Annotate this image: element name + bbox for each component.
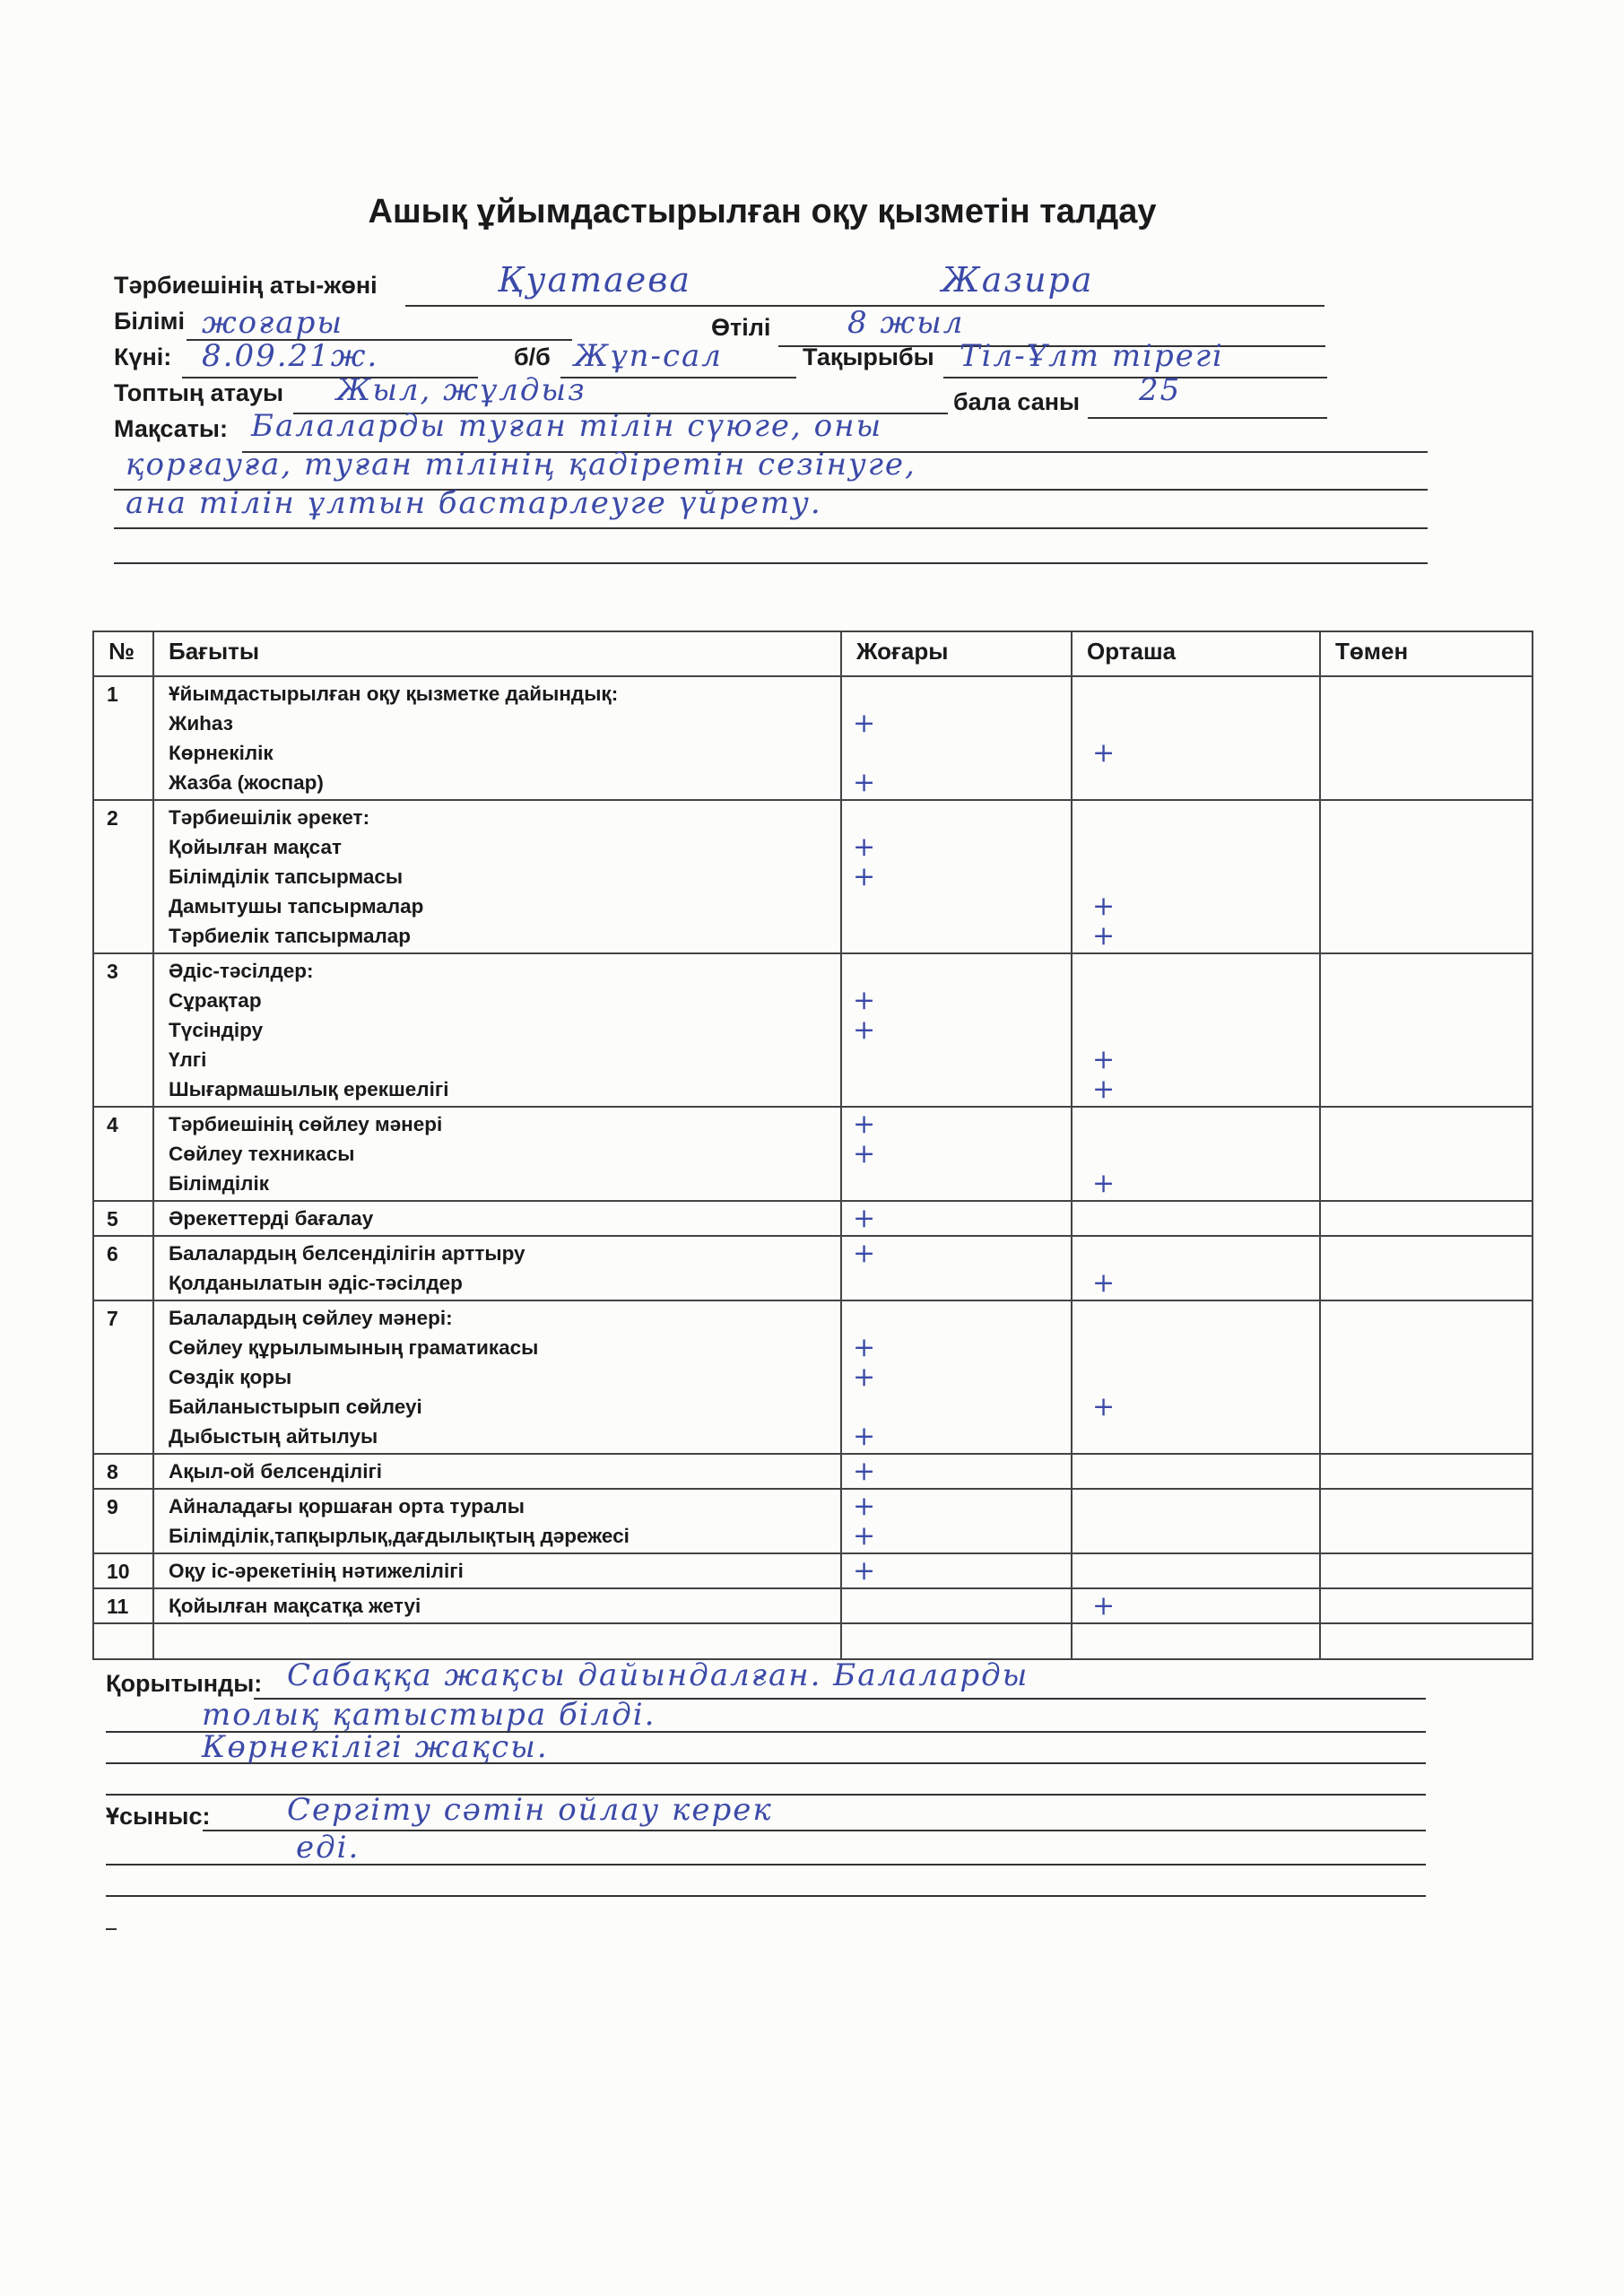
check-mark <box>842 1169 1071 1198</box>
check-mark <box>842 921 1071 951</box>
high-marks-cell <box>841 1300 1072 1454</box>
check-mark: + <box>1092 891 1116 922</box>
row-number: 4 <box>93 1107 153 1201</box>
check-mark <box>1073 1139 1319 1169</box>
check-mark: + <box>1092 1590 1116 1622</box>
topic-value: Тіл-Ұлт тірегі <box>960 338 1224 374</box>
criterion-item: Балалардың белсенділігін арттыру <box>169 1242 525 1265</box>
check-mark: + <box>1092 1074 1116 1105</box>
low-marks-cell <box>1320 1588 1533 1623</box>
row-criteria <box>153 1107 841 1201</box>
check-mark: + <box>853 1238 876 1269</box>
row-number: 5 <box>93 1201 153 1236</box>
proposal-line-3 <box>106 1895 1426 1897</box>
goal-text-2: қорғауға, туған тілінің қадіретін сезінуге, <box>126 447 916 483</box>
medium-marks-cell <box>1072 1236 1320 1300</box>
check-mark: + <box>853 861 876 892</box>
row-number: 9 <box>93 1489 153 1553</box>
criterion-item: Жазба (жоспар) <box>169 771 324 794</box>
row-criteria <box>153 1489 841 1553</box>
education-value: жоғары <box>202 305 344 341</box>
proposal-text-2: еді. <box>296 1830 360 1866</box>
table-row <box>93 1489 1533 1553</box>
page-title: Ашық ұйымдастырылған оқу қызметін талдау <box>368 193 1157 230</box>
criterion-item: Айналадағы қоршаған орта туралы <box>169 1495 525 1518</box>
children-label: бала саны <box>953 388 1081 415</box>
low-marks-cell <box>1320 800 1533 953</box>
low-marks-cell <box>1320 1201 1533 1236</box>
criterion-item: Жиһаз <box>169 712 233 735</box>
table-row <box>93 1201 1533 1236</box>
check-mark <box>1073 986 1319 1015</box>
criterion-item: Байланыстырып сөйлеуі <box>169 1396 422 1418</box>
high-marks-cell <box>841 953 1072 1107</box>
date-value: 8.09.21ж. <box>202 338 379 374</box>
conclusion-text-3: Көрнекілігі жақсы. <box>202 1729 549 1765</box>
header-medium: Орташа <box>1072 631 1320 676</box>
topic-label: Тақырыбы <box>803 344 934 370</box>
group-value: Жыл, жұлдыз <box>336 372 586 408</box>
high-marks-cell <box>841 1236 1072 1300</box>
check-mark: + <box>853 1520 876 1552</box>
row-criteria <box>153 1588 841 1623</box>
medium-marks-cell <box>1072 800 1320 953</box>
check-mark <box>1073 1109 1319 1139</box>
check-mark <box>1073 1239 1319 1268</box>
check-mark: + <box>853 1014 876 1046</box>
high-marks-cell <box>841 1489 1072 1553</box>
low-marks-cell <box>1320 676 1533 800</box>
table-row <box>93 1588 1533 1623</box>
header-direction: Бағыты <box>153 631 841 676</box>
check-mark <box>842 1392 1071 1422</box>
row-number: 2 <box>93 800 153 953</box>
experience-label: Өтілі <box>711 314 771 341</box>
row-criteria <box>153 1553 841 1588</box>
teacher-value-surname: Қуатаева <box>498 260 692 300</box>
empty-row <box>93 1623 1533 1659</box>
check-mark <box>842 1045 1071 1074</box>
check-mark <box>842 738 1071 768</box>
criterion-item: Шығармашылық ерекшелігі <box>169 1078 449 1100</box>
row-criteria <box>153 1300 841 1454</box>
check-mark <box>1073 709 1319 738</box>
criterion-item: Дамытушы тапсырмалар <box>169 895 424 918</box>
check-mark <box>1073 862 1319 891</box>
proposal-text-1: Сергіту сәтін ойлау керек <box>287 1792 773 1828</box>
check-mark: + <box>1092 1044 1116 1075</box>
teacher-value-name: Жазира <box>942 260 1094 300</box>
row-number: 6 <box>93 1236 153 1300</box>
check-mark: + <box>853 1456 876 1487</box>
empty-cell <box>1072 1623 1320 1659</box>
conclusion-text-1: Сабаққа жақсы дайындалған. Балаларды <box>287 1657 1029 1693</box>
check-mark <box>842 1303 1071 1333</box>
check-mark <box>842 679 1071 709</box>
check-mark <box>1073 1457 1319 1486</box>
criterion-item: Дыбыстың айтылуы <box>169 1425 378 1448</box>
proposal-line-1 <box>203 1830 1426 1831</box>
criterion-item: Білімділік <box>169 1172 269 1195</box>
check-mark <box>1073 679 1319 709</box>
row-number: 8 <box>93 1454 153 1489</box>
empty-cell <box>1320 1623 1533 1659</box>
empty-cell <box>153 1623 841 1659</box>
header-high: Жоғары <box>841 631 1072 676</box>
check-mark <box>1073 1303 1319 1333</box>
check-mark <box>1073 832 1319 862</box>
medium-marks-cell <box>1072 676 1320 800</box>
table-row <box>93 1553 1533 1588</box>
criterion-item: Көрнекілік <box>169 742 274 764</box>
criterion-item: Сұрақтар <box>169 989 262 1012</box>
goal-text-3: ана тілін ұлтын бастарлеуге үйрету. <box>126 485 822 521</box>
children-value: 25 <box>1139 372 1182 408</box>
row-number: 10 <box>93 1553 153 1588</box>
check-mark: + <box>1092 1391 1116 1422</box>
check-mark <box>1073 1521 1319 1551</box>
dash-mark <box>106 1928 117 1930</box>
medium-marks-cell <box>1072 1489 1320 1553</box>
check-mark <box>1073 1333 1319 1362</box>
criterion-item: Ақыл-ой белсенділігі <box>169 1460 383 1483</box>
empty-cell <box>841 1623 1072 1659</box>
high-marks-cell <box>841 800 1072 953</box>
medium-marks-cell <box>1072 1588 1320 1623</box>
check-mark <box>1073 1204 1319 1233</box>
row-number: 7 <box>93 1300 153 1454</box>
medium-marks-cell <box>1072 953 1320 1107</box>
check-mark: + <box>1092 920 1116 952</box>
check-mark: + <box>853 767 876 798</box>
check-mark <box>1073 1015 1319 1045</box>
row-criteria <box>153 800 841 953</box>
goal-line-3 <box>114 527 1428 529</box>
low-marks-cell <box>1320 1553 1533 1588</box>
low-marks-cell <box>1320 1454 1533 1489</box>
goal-text-1: Балаларды туған тілін сүюге, оны <box>251 408 883 444</box>
check-mark: + <box>1092 737 1116 769</box>
goal-line-4 <box>114 562 1428 564</box>
check-mark <box>1073 1422 1319 1451</box>
check-mark: + <box>853 708 876 739</box>
check-mark: + <box>853 1421 876 1452</box>
high-marks-cell <box>841 1588 1072 1623</box>
row-number: 1 <box>93 676 153 800</box>
check-mark <box>1073 1492 1319 1521</box>
check-mark: + <box>853 1109 876 1140</box>
table-row <box>93 800 1533 953</box>
criterion-item: Білімділік,тапқырлық,дағдылықтың дәрежесі <box>169 1525 630 1547</box>
criterion-item: Әрекеттерді бағалау <box>169 1207 374 1230</box>
check-mark <box>842 956 1071 986</box>
header-num: № <box>93 631 153 676</box>
medium-marks-cell <box>1072 1300 1320 1454</box>
goal-label: Мақсаты: <box>114 415 228 442</box>
conclusion-label: Қорытынды: <box>106 1670 263 1697</box>
row-criteria <box>153 953 841 1107</box>
criterion-item: Балалардың сөйлеу мәнері: <box>169 1307 453 1329</box>
low-marks-cell <box>1320 1107 1533 1201</box>
criterion-item: Түсіндіру <box>169 1019 264 1041</box>
medium-marks-cell <box>1072 1553 1320 1588</box>
table-row <box>93 1107 1533 1201</box>
criterion-item: Ұйымдастырылған оқу қызметке дайындық: <box>169 683 619 705</box>
header-low: Төмен <box>1320 631 1533 676</box>
check-mark: + <box>853 1361 876 1393</box>
criterion-item: Қолданылатын әдіс-тәсілдер <box>169 1272 463 1294</box>
criterion-item: Тәрбиелік тапсырмалар <box>169 925 412 947</box>
row-number: 3 <box>93 953 153 1107</box>
education-label: Білімі <box>114 308 186 335</box>
check-mark: + <box>853 1138 876 1170</box>
check-mark <box>842 1268 1071 1298</box>
high-marks-cell <box>841 1454 1072 1489</box>
check-mark: + <box>853 1491 876 1522</box>
medium-marks-cell <box>1072 1107 1320 1201</box>
low-marks-cell <box>1320 1300 1533 1454</box>
high-marks-cell <box>841 1201 1072 1236</box>
area-label: б/б <box>514 344 551 370</box>
row-criteria <box>153 1201 841 1236</box>
criterion-item: Тәрбиешілік әрекет: <box>169 806 370 829</box>
experience-value: 8 жыл <box>847 305 965 341</box>
criterion-item: Тәрбиешінің сөйлеу мәнері <box>169 1113 443 1135</box>
check-mark: + <box>853 831 876 863</box>
high-marks-cell <box>841 1107 1072 1201</box>
check-mark <box>1073 1556 1319 1586</box>
table-row <box>93 1454 1533 1489</box>
table-row <box>93 1236 1533 1300</box>
check-mark <box>842 1591 1071 1621</box>
low-marks-cell <box>1320 1489 1533 1553</box>
check-mark: + <box>853 1203 876 1234</box>
area-value: Жұп-сал <box>574 338 723 374</box>
check-mark <box>1073 1362 1319 1392</box>
high-marks-cell <box>841 1553 1072 1588</box>
check-mark <box>842 803 1071 832</box>
date-label: Күні: <box>114 344 172 370</box>
group-label: Топтың атауы <box>114 379 284 406</box>
check-mark <box>1073 768 1319 797</box>
check-mark <box>842 891 1071 921</box>
criterion-item: Оқу іс-әрекетінің нәтижелілігі <box>169 1560 464 1582</box>
criterion-item: Сөйлеу құрылымының граматикасы <box>169 1336 539 1359</box>
evaluation-table <box>92 631 1533 1660</box>
check-mark <box>1073 956 1319 986</box>
criterion-item: Сөздік қоры <box>169 1366 292 1388</box>
area-line <box>560 377 796 378</box>
table-row <box>93 953 1533 1107</box>
check-mark: + <box>853 985 876 1016</box>
empty-cell <box>93 1623 153 1659</box>
criterion-item: Білімділік тапсырмасы <box>169 865 404 888</box>
low-marks-cell <box>1320 953 1533 1107</box>
check-mark: + <box>853 1555 876 1587</box>
check-mark: + <box>1092 1267 1116 1299</box>
check-mark: + <box>853 1332 876 1363</box>
check-mark <box>1073 803 1319 832</box>
medium-marks-cell <box>1072 1454 1320 1489</box>
low-marks-cell <box>1320 1236 1533 1300</box>
criterion-item: Үлгі <box>169 1048 207 1071</box>
criterion-item: Сөйлеу техникасы <box>169 1143 355 1165</box>
teacher-label: Тәрбиешінің аты-жөні <box>114 272 378 299</box>
row-criteria <box>153 1454 841 1489</box>
table-row <box>93 1300 1533 1454</box>
medium-marks-cell <box>1072 1201 1320 1236</box>
criterion-item: Әдіс-тәсілдер: <box>169 960 314 982</box>
check-mark: + <box>1092 1168 1116 1199</box>
row-criteria <box>153 1236 841 1300</box>
high-marks-cell <box>841 676 1072 800</box>
conclusion-text-2: толық қатыстыра білді. <box>202 1697 656 1733</box>
table-row <box>93 676 1533 800</box>
criterion-item: Қойылған мақсат <box>169 836 342 858</box>
row-number: 11 <box>93 1588 153 1623</box>
children-line <box>1088 417 1327 419</box>
criterion-item: Қойылған мақсатқа жетуі <box>169 1595 421 1617</box>
topic-line <box>943 377 1327 378</box>
proposal-label: Ұсыныс: <box>106 1803 211 1830</box>
table-header-row <box>93 631 1533 676</box>
check-mark <box>842 1074 1071 1104</box>
row-criteria <box>153 676 841 800</box>
